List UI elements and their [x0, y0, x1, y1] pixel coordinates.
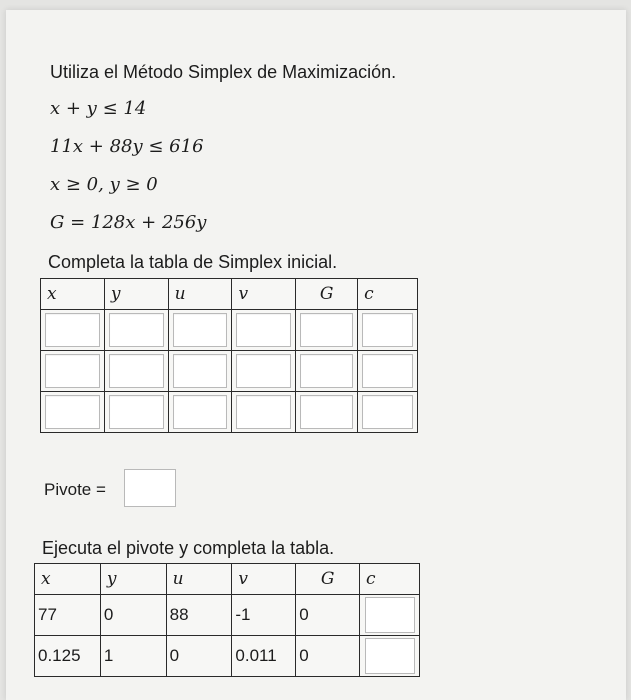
table1-header-x: x [41, 279, 105, 310]
table1-r1-x-input[interactable] [45, 313, 100, 347]
table1-r3-c-input[interactable] [362, 395, 413, 429]
table1-r1-y-input[interactable] [109, 313, 164, 347]
worksheet [6, 10, 626, 700]
table2-header-c: c [360, 564, 420, 595]
table1-r3-y-input[interactable] [109, 395, 164, 429]
table1-r1-v-input[interactable] [236, 313, 291, 347]
table2-r2-v: 0.011 [232, 636, 296, 677]
pivot-label: Pivote = [44, 480, 106, 499]
table1-row-3 [41, 392, 418, 433]
table1-header-c: c [358, 279, 418, 310]
table2-r2-y: 1 [100, 636, 166, 677]
table1-prompt: Completa la tabla de Simplex inicial. [48, 252, 338, 272]
pivoted-simplex-table [34, 563, 420, 677]
table1-row-1 [41, 310, 418, 351]
table1-r1-G-input[interactable] [300, 313, 353, 347]
table1-r2-u-input[interactable] [173, 354, 228, 388]
objective-function: G = 128x + 256y [50, 212, 207, 233]
table2-header-G: G [296, 564, 360, 595]
table1-row-2 [41, 351, 418, 392]
table1-r1-c-input[interactable] [362, 313, 413, 347]
initial-simplex-table [40, 278, 418, 433]
table2-r2-x: 0.125 [35, 636, 101, 677]
table2-r1-y: 0 [100, 595, 166, 636]
table1-header-y: y [104, 279, 168, 310]
table1-r2-G-input[interactable] [300, 354, 353, 388]
constraint-1: x + y ≤ 14 [50, 98, 147, 119]
table2-header-row [35, 564, 420, 595]
table1-header-v: v [232, 279, 296, 310]
constraint-2: 11x + 88y ≤ 616 [50, 136, 204, 157]
table2-prompt: Ejecuta el pivote y completa la tabla. [42, 538, 335, 558]
table1-r2-c-input[interactable] [362, 354, 413, 388]
table2-r2-c-input[interactable] [365, 638, 415, 674]
table2-row-2 [35, 636, 420, 677]
table1-r2-y-input[interactable] [109, 354, 164, 388]
table2-r2-G: 0 [296, 636, 360, 677]
table1-r3-v-input[interactable] [236, 395, 291, 429]
pivot-input[interactable] [124, 469, 176, 507]
table1-header-row [41, 279, 418, 310]
instruction-text: Utiliza el Método Simplex de Maximización. [50, 62, 397, 82]
table1-r3-u-input[interactable] [173, 395, 228, 429]
table1-r2-v-input[interactable] [236, 354, 291, 388]
table1-header-G: G [296, 279, 358, 310]
table2-header-y: y [100, 564, 166, 595]
table2-header-v: v [232, 564, 296, 595]
table1-r3-G-input[interactable] [300, 395, 353, 429]
table1-r3-x-input[interactable] [45, 395, 100, 429]
table2-r1-u: 88 [166, 595, 232, 636]
table2-r1-v: -1 [232, 595, 296, 636]
table2-row-1 [35, 595, 420, 636]
table1-r2-x-input[interactable] [45, 354, 100, 388]
table2-header-x: x [35, 564, 101, 595]
table2-r1-G: 0 [296, 595, 360, 636]
table2-r2-u: 0 [166, 636, 232, 677]
table1-header-u: u [168, 279, 232, 310]
nonnegativity-constraint: x ≥ 0, y ≥ 0 [50, 174, 158, 195]
table1-r1-u-input[interactable] [173, 313, 228, 347]
table2-r1-c-input[interactable] [365, 597, 415, 633]
table2-r1-x: 77 [35, 595, 101, 636]
table2-header-u: u [166, 564, 232, 595]
